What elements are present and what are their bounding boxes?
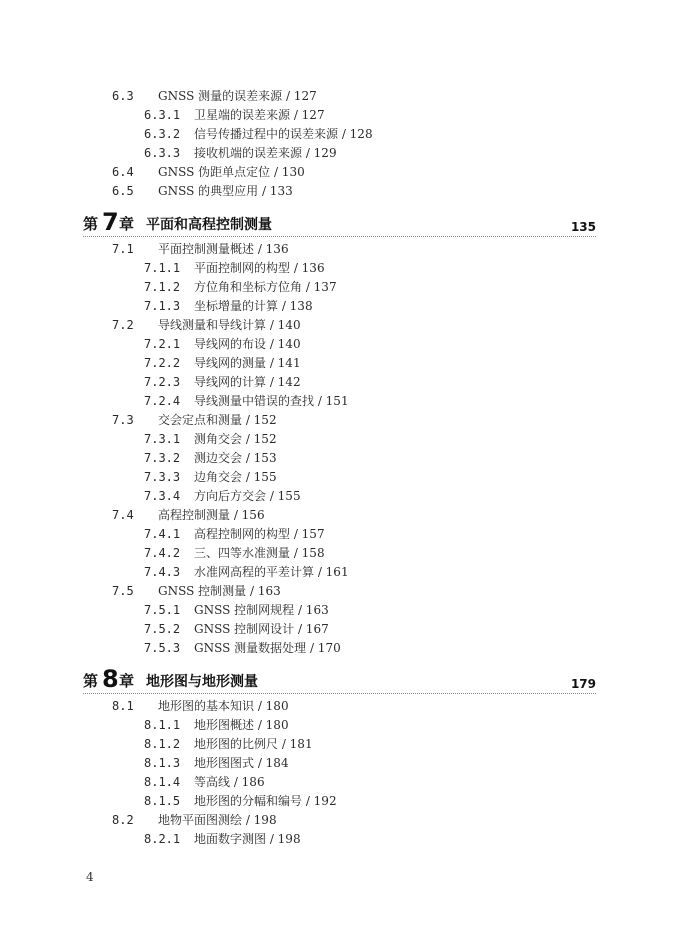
subsection-title: 三、四等水准测量 / 158 — [194, 546, 325, 560]
subsection-title: 导线网的布设 / 140 — [194, 337, 301, 351]
section-number: 7.2 — [112, 318, 134, 332]
toc-section — [112, 164, 305, 180]
subsection-title: 水准网高程的平差计算 / 161 — [194, 565, 349, 579]
section-number: 6.5 — [112, 184, 134, 198]
toc-subsection — [144, 336, 301, 352]
toc-subsection — [144, 831, 301, 847]
toc-subsection — [144, 793, 337, 809]
section-number: 7.1 — [112, 242, 134, 256]
toc-subsection — [144, 774, 265, 790]
toc-subsection — [144, 736, 313, 752]
section-number: 7.5 — [112, 584, 134, 598]
subsection-title: 卫星端的误差来源 / 127 — [194, 108, 325, 122]
chapter-number: 8 — [102, 665, 119, 693]
subsection-number: 6.3.2 — [144, 127, 181, 141]
subsection-number: 7.3.1 — [144, 432, 181, 446]
subsection-title: 方位角和坐标方位角 / 137 — [194, 280, 337, 294]
chapter-heading-7 — [83, 210, 596, 237]
chapter-number: 7 — [102, 208, 119, 236]
subsection-title: 地形图的比例尺 / 181 — [194, 737, 313, 751]
toc-subsection — [144, 469, 277, 485]
chapter-page: 135 — [570, 220, 596, 234]
section-number: 8.2 — [112, 813, 134, 827]
subsection-number: 8.2.1 — [144, 832, 181, 846]
toc-subsection — [144, 279, 337, 295]
section-title: 平面控制测量概述 / 136 — [158, 242, 289, 256]
subsection-number: 7.1.1 — [144, 261, 181, 275]
subsection-title: 测边交会 / 153 — [194, 451, 277, 465]
chapter-page: 179 — [570, 677, 596, 691]
section-title: 交会定点和测量 / 152 — [158, 413, 277, 427]
subsection-title: 导线测量中错误的查找 / 151 — [194, 394, 349, 408]
subsection-number: 7.5.3 — [144, 641, 181, 655]
toc-subsection — [144, 545, 325, 561]
subsection-title: 等高线 / 186 — [194, 775, 265, 789]
page-number: 4 — [86, 870, 94, 884]
section-title: 地物平面图测绘 / 198 — [158, 813, 277, 827]
toc-section — [112, 88, 317, 104]
subsection-title: 导线网的计算 / 142 — [194, 375, 301, 389]
toc-subsection — [144, 260, 325, 276]
chapter-title: 平面和高程控制测量 — [146, 217, 272, 233]
toc-section — [112, 241, 289, 257]
toc-section — [112, 183, 293, 199]
toc-subsection — [144, 755, 289, 771]
subsection-title: GNSS 控制网规程 / 163 — [194, 603, 329, 617]
section-number: 7.3 — [112, 413, 134, 427]
section-title: 地形图的基本知识 / 180 — [158, 699, 289, 713]
toc-subsection — [144, 298, 313, 314]
section-title: GNSS 控制测量 / 163 — [158, 584, 281, 598]
toc-subsection — [144, 640, 341, 656]
section-title: 导线测量和导线计算 / 140 — [158, 318, 301, 332]
subsection-number: 7.1.2 — [144, 280, 181, 294]
subsection-number: 8.1.4 — [144, 775, 181, 789]
subsection-number: 8.1.1 — [144, 718, 181, 732]
subsection-title: GNSS 控制网设计 / 167 — [194, 622, 329, 636]
subsection-number: 7.3.4 — [144, 489, 181, 503]
chapter-suffix: 章 — [119, 672, 135, 690]
section-number: 6.3 — [112, 89, 134, 103]
subsection-title: GNSS 测量数据处理 / 170 — [194, 641, 341, 655]
subsection-title: 测角交会 / 152 — [194, 432, 277, 446]
chapter-suffix: 章 — [119, 215, 135, 233]
section-title: 高程控制测量 / 156 — [158, 508, 265, 522]
subsection-title: 边角交会 / 155 — [194, 470, 277, 484]
subsection-title: 高程控制网的构型 / 157 — [194, 527, 325, 541]
subsection-number: 8.1.2 — [144, 737, 181, 751]
section-title: GNSS 的典型应用 / 133 — [158, 184, 293, 198]
toc-subsection — [144, 621, 329, 637]
toc-subsection — [144, 602, 329, 618]
subsection-title: 接收机端的误差来源 / 129 — [194, 146, 337, 160]
toc-section — [112, 698, 289, 714]
toc-subsection — [144, 450, 277, 466]
subsection-title: 平面控制网的构型 / 136 — [194, 261, 325, 275]
toc-subsection — [144, 355, 301, 371]
subsection-number: 7.3.2 — [144, 451, 181, 465]
subsection-number: 7.2.4 — [144, 394, 181, 408]
subsection-number: 7.4.2 — [144, 546, 181, 560]
section-number: 6.4 — [112, 165, 134, 179]
subsection-title: 导线网的测量 / 141 — [194, 356, 301, 370]
toc-section — [112, 507, 265, 523]
toc-subsection — [144, 393, 349, 409]
subsection-number: 7.5.1 — [144, 603, 181, 617]
section-title: GNSS 测量的误差来源 / 127 — [158, 89, 317, 103]
subsection-title: 坐标增量的计算 / 138 — [194, 299, 313, 313]
section-number: 7.4 — [112, 508, 134, 522]
toc-section — [112, 812, 277, 828]
toc-section — [112, 412, 277, 428]
subsection-title: 信号传播过程中的误差来源 / 128 — [194, 127, 373, 141]
subsection-number: 8.1.5 — [144, 794, 181, 808]
subsection-title: 地形图图式 / 184 — [194, 756, 289, 770]
subsection-title: 地形图概述 / 180 — [194, 718, 289, 732]
toc-subsection — [144, 526, 325, 542]
toc-subsection — [144, 145, 337, 161]
subsection-number: 6.3.3 — [144, 146, 181, 160]
toc-subsection — [144, 717, 289, 733]
subsection-number: 6.3.1 — [144, 108, 181, 122]
section-title: GNSS 伪距单点定位 / 130 — [158, 165, 305, 179]
toc-section — [112, 317, 301, 333]
toc-subsection — [144, 564, 349, 580]
chapter-prefix: 第 — [83, 672, 99, 690]
subsection-title: 方向后方交会 / 155 — [194, 489, 301, 503]
chapter-prefix: 第 — [83, 215, 99, 233]
subsection-title: 地面数字测图 / 198 — [194, 832, 301, 846]
subsection-number: 7.1.3 — [144, 299, 181, 313]
toc-section — [112, 583, 281, 599]
section-number: 8.1 — [112, 699, 134, 713]
subsection-title: 地形图的分幅和编号 / 192 — [194, 794, 337, 808]
subsection-number: 7.5.2 — [144, 622, 181, 636]
subsection-number: 7.3.3 — [144, 470, 181, 484]
toc-subsection — [144, 126, 373, 142]
subsection-number: 7.4.1 — [144, 527, 181, 541]
subsection-number: 7.2.3 — [144, 375, 181, 389]
toc-subsection — [144, 431, 277, 447]
subsection-number: 7.2.1 — [144, 337, 181, 351]
subsection-number: 8.1.3 — [144, 756, 181, 770]
toc-subsection — [144, 488, 301, 504]
toc-subsection — [144, 107, 325, 123]
chapter-heading-8 — [83, 667, 596, 694]
subsection-number: 7.4.3 — [144, 565, 181, 579]
subsection-number: 7.2.2 — [144, 356, 181, 370]
chapter-title: 地形图与地形测量 — [146, 674, 258, 690]
toc-subsection — [144, 374, 301, 390]
